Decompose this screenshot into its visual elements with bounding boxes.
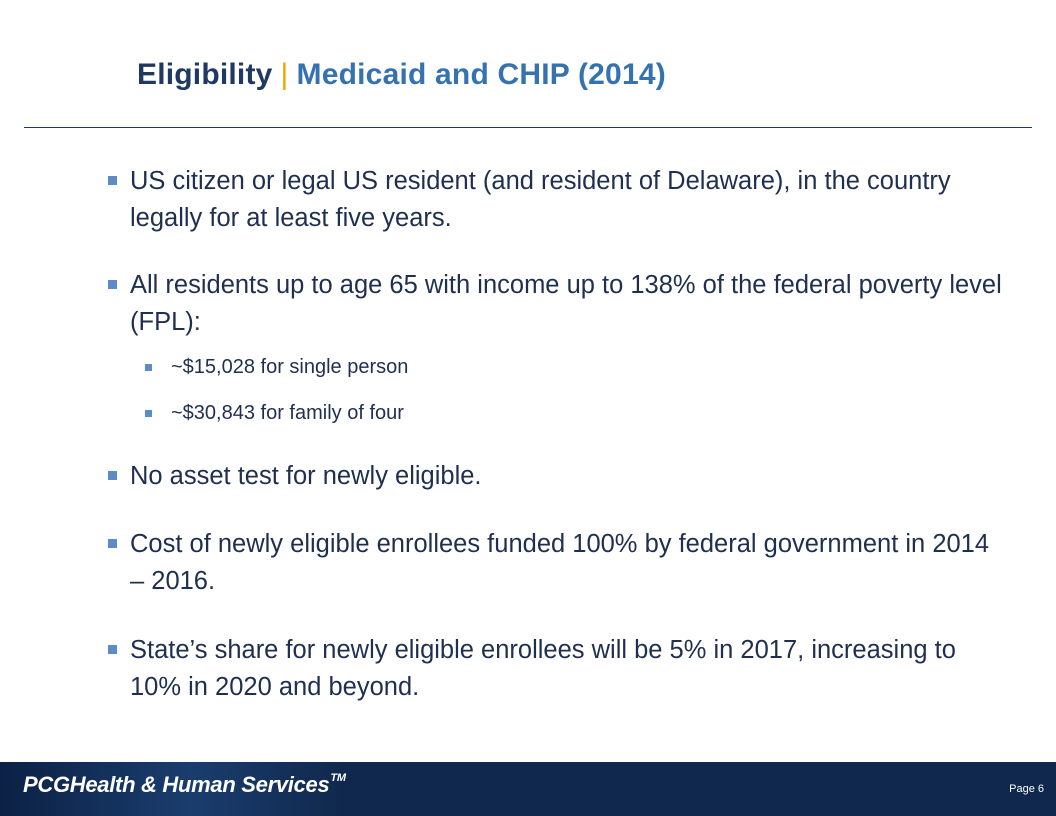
- page-number: Page 6: [1009, 783, 1044, 795]
- trademark-mark: TM: [330, 772, 346, 784]
- bullet-square-icon: [108, 645, 117, 654]
- slide-title-subtitle: Medicaid and CHIP (2014): [296, 58, 666, 91]
- bullet-text: All residents up to age 65 with income up to 138% of the federal poverty level (FPL):: [130, 271, 1002, 336]
- sub-bullet-single-person: [145, 354, 945, 380]
- bullet-text: Cost of newly eligible enrollees funded 100% by federal government in 2014 – 2016.: [130, 530, 990, 595]
- bullet-text: State’s share for newly eligible enrollees will be 5% in 2017, increasing to 10% in 2020 and beyond.: [130, 636, 956, 701]
- bullet-square-icon: [108, 539, 117, 548]
- sub-bullet-text: ~$15,028 for single person: [171, 356, 409, 378]
- sub-bullet-square-icon: [145, 410, 152, 417]
- title-divider: [24, 127, 1032, 128]
- bullet-income-limit: [108, 267, 1008, 341]
- sub-bullet-family-of-four: [145, 400, 945, 426]
- slide-title-main: Eligibility: [137, 58, 273, 91]
- pcg-logo: [23, 772, 346, 798]
- bullet-state-share: [108, 632, 1008, 706]
- bullet-federal-funding: [108, 526, 1008, 600]
- bullet-square-icon: [108, 176, 117, 185]
- bullet-square-icon: [108, 471, 117, 480]
- pcg-logo-text: PCGHealth & Human Services: [23, 772, 330, 797]
- footer-bar: [0, 762, 1056, 816]
- sub-bullet-text: ~$30,843 for family of four: [171, 402, 404, 424]
- bullet-text: US citizen or legal US resident (and resident of Delaware), in the country legally for at least five years.: [130, 167, 951, 232]
- bullet-asset-test: [108, 458, 1008, 495]
- bullet-citizenship: [108, 163, 1008, 237]
- title-separator: |: [280, 58, 289, 91]
- sub-bullet-square-icon: [145, 364, 152, 371]
- bullet-text: No asset test for newly eligible.: [130, 462, 482, 490]
- bullet-square-icon: [108, 280, 117, 289]
- slide-title: [137, 58, 666, 92]
